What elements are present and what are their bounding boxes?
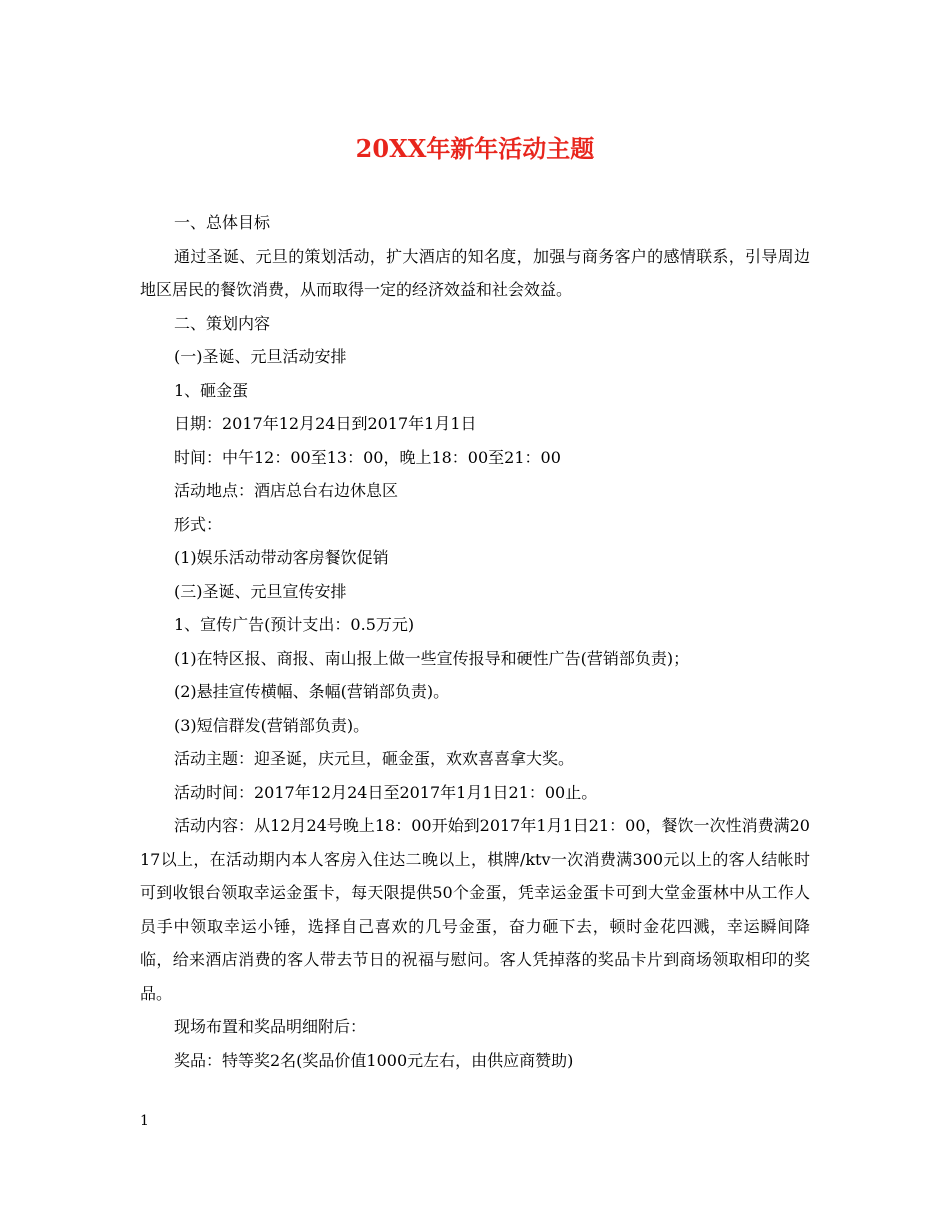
line-event-time: 活动时间：2017年12月24日至2017年1月1日21：00止。	[174, 782, 598, 802]
line-ad-item-3: (3)短信群发(营销部负责)。	[174, 715, 370, 735]
line-date: 日期：2017年12月24日到2017年1月1日	[174, 414, 477, 433]
line-location: 活动地点：酒店总台右边休息区	[174, 481, 399, 500]
item-golden-egg: 1、砸金蛋	[174, 380, 249, 400]
line-time: 时间：中午12：00至13：00，晚上18：00至21：00	[174, 447, 561, 467]
line-event-theme: 活动主题：迎圣诞，庆元旦，砸金蛋，欢欢喜喜拿大奖。	[174, 749, 575, 768]
page-title: 20XX年新年活动主题	[355, 134, 595, 163]
document-body	[140, 206, 810, 1077]
line-ad-item-1: (1)在特区报、商报、南山报上做一些宣传报导和硬性广告(营销部负责)；	[174, 648, 690, 668]
item-advertising: 1、宣传广告(预计支出：0.5万元)	[174, 615, 415, 634]
heading-overall-goal: 一、总体目标	[174, 213, 271, 232]
line-prize-special: 奖品：特等奖2名(奖品价值1000元左右，由供应商赞助)	[174, 1050, 574, 1070]
heading-plan-content: 二、策划内容	[174, 313, 271, 333]
paragraph-goal-text: 通过圣诞、元旦的策划活动，扩大酒店的知名度，加强与商务客户的感情联系，引导周边地区居民的餐饮消费，从而取得一定的经济效益和社会效益。	[140, 246, 810, 299]
paragraph-event-content: 活动内容：从12月24号晚上18：00开始到2017年1月1日21：00，餐饮一次性消费满2017以上，在活动期内本人客房入住达二晚以上，棋牌/ktv一次消费满300元以上的客人结帐时可到收银台领取幸运金蛋卡，每天限提供50个金蛋，凭幸运金蛋卡可到大堂金蛋林中从工作人员手中领取幸运小锤，选择自己喜欢的几号金蛋，奋力砸下去，顿时金花四溅，幸运瞬间降临，给来酒店消费的客人带去节日的祝福与慰问。客人凭掉落的奖品卡片到商场领取相印的奖品。	[140, 816, 810, 1003]
line-format: 形式：	[174, 514, 223, 534]
subheading-promotion-arrangement: (三)圣诞、元旦宣传安排	[174, 581, 347, 601]
line-ad-item-2: (2)悬挂宣传横幅、条幅(营销部负责)。	[174, 682, 450, 701]
subheading-event-arrangement: (一)圣诞、元旦活动安排	[174, 347, 347, 366]
line-format-item-1: (1)娱乐活动带动客房餐饮促销	[174, 548, 389, 567]
line-venue-and-prizes: 现场布置和奖品明细附后：	[174, 1017, 367, 1036]
page-number: 1	[140, 1113, 149, 1129]
